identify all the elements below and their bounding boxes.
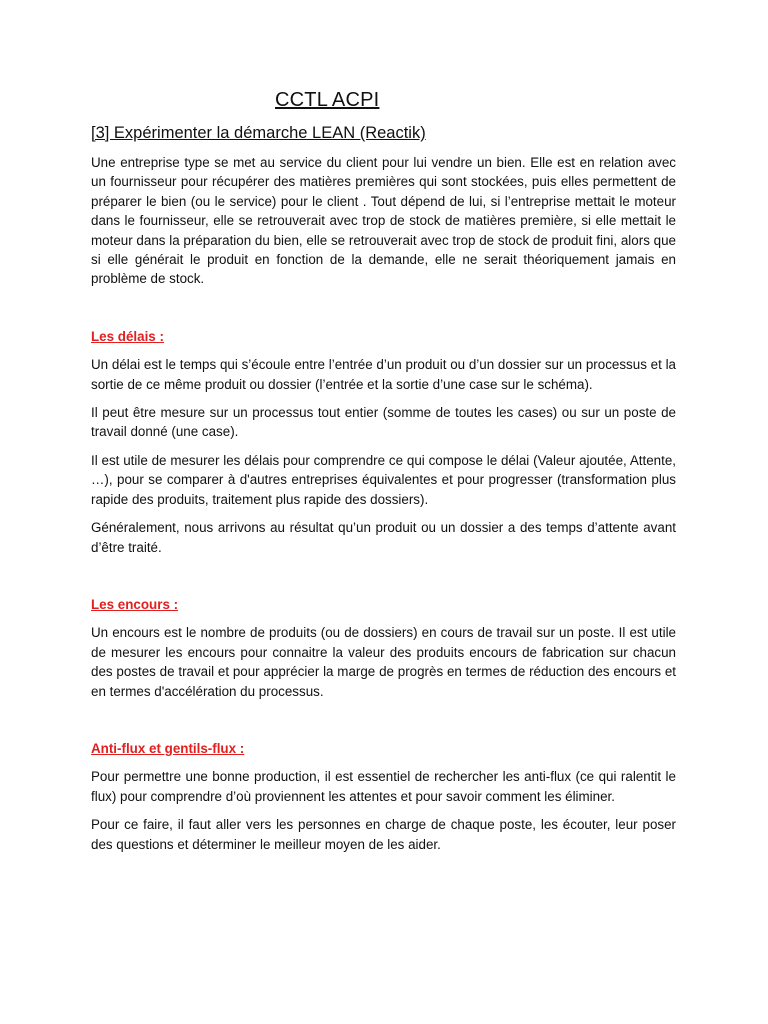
- paragraph: Un délai est le temps qui s’écoule entre l’entrée d’un produit ou d’un dossier sur un processus et la sortie de ce même produit ou dossier (l’entrée et la sortie d’une case sur le schéma).: [91, 357, 676, 392]
- paragraph: Un encours est le nombre de produits (ou de dossiers) en cours de travail sur un poste. Il est utile de mesurer les encours pour connaitre la valeur des produits encours de fabrication sur chacun des postes de travail et pour apprécier la marge de progrès en termes de réduction des encours et en termes d'accélération du processus.: [91, 625, 676, 699]
- paragraph: Pour permettre une bonne production, il est essentiel de rechercher les anti-flux (ce qui ralentit le flux) pour comprendre d’où proviennent les attentes et pour savoir comment les éliminer.: [91, 769, 676, 804]
- section-heading-encours: Les encours :: [91, 596, 179, 612]
- section-anti-flux: [91, 739, 676, 854]
- paragraph: Il est utile de mesurer les délais pour comprendre ce qui compose le délai (Valeur ajoutée, Attente, …), pour se comparer à d'autres entreprises équivalentes et pour progresser (transformation plus rapide des produits, traitement plus rapide des dossiers).: [91, 452, 676, 507]
- paragraph: Il peut être mesure sur un processus tout entier (somme de toutes les cases) ou sur un poste de travail donné (une case).: [91, 405, 676, 440]
- intro-paragraph: Une entreprise type se met au service du client pour lui vendre un bien. Elle est en relation avec un fournisseur pour récupérer des matières premières qui sont stockées, puis elles permettent de préparer le bien (ou le service) pour le client . Tout dépend de lui, si l’entreprise mettait le moteur dans le fournisseur, elle se retrouverait avec trop de stock de matières première, si elle mettait le moteur dans la préparation du bien, elle se retrouverait avec trop de stock de produit fini, alors que si elle générait le produit en fonction de la demande, elle ne serait théoriquement jamais en problème de stock.: [91, 155, 676, 287]
- document-page: [91, 86, 676, 854]
- paragraph: Pour ce faire, il faut aller vers les personnes en charge de chaque poste, les écouter, leur poser des questions et déterminer le meilleur moyen de les aider.: [91, 817, 676, 852]
- document-title: CCTL ACPI: [275, 89, 380, 111]
- paragraph: Généralement, nous arrivons au résultat qu’un produit ou un dossier a des temps d’attente avant d’être traité.: [91, 520, 676, 555]
- section-encours: [91, 595, 676, 701]
- section-delais: [91, 327, 676, 557]
- section-heading-anti-flux: Anti-flux et gentils-flux :: [91, 740, 245, 756]
- document-subtitle: [3] Expérimenter la démarche LEAN (Reactik): [91, 124, 426, 142]
- section-heading-delais: Les délais :: [91, 328, 164, 344]
